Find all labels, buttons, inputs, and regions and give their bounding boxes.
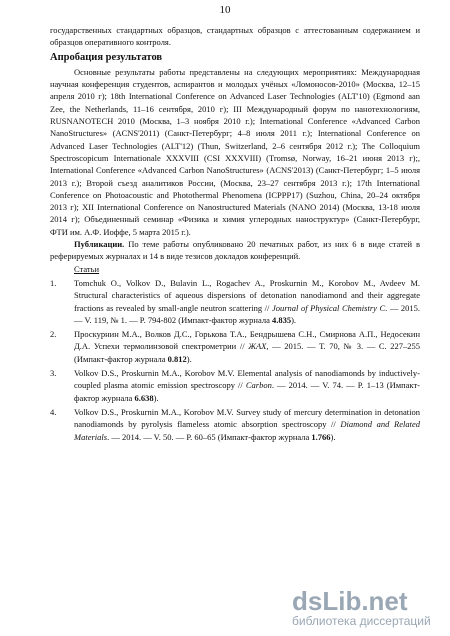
list-item-citation: [74, 406, 420, 443]
list-item-citation: [74, 328, 420, 365]
citation-authors: Volkov D.S., Proskurnin M.A., Korobov M.V. Elemental analysis of nanodiamonds by inductively-coupled plasma atomic emission spectroscopy //: [74, 368, 420, 391]
citation-journal: Diamond and Related Materials: [74, 419, 420, 442]
list-item: [50, 406, 420, 443]
citation-end: ).: [153, 392, 159, 403]
list-item-number: 3.: [50, 368, 57, 379]
list-item-number: 2.: [50, 329, 57, 340]
citation-authors: Проскурнин М.А., Волков Д.С., Горькова Т.А., Бендрышева С.Н., Смирнова А.П., Недосекин Д.А. Успехи термолинзовой спектрометрии //: [74, 329, 420, 352]
citation-journal: Journal of Physical Chemistry C: [271, 302, 386, 313]
articles-list: [50, 277, 420, 443]
citation-authors: Volkov D.S., Proskurnin M.A., Korobov M.V. Survey study of mercury determination in detonation nanodiamonds by pyrolysis flameless atomic absorption spectroscopy //: [74, 406, 420, 430]
citation-authors: Tomchuk O., Volkov D., Bulavin L., Rogachev A., Proskurnin M., Korobov M., Avdeev M. Structural characteristics of aqueous dispersions of detonation nanodiamond and their aggregate fractions as revealed by small-angle neutron scattering //: [74, 277, 420, 313]
citation-details: . — 2014. — V. 74. — P. 1–13 (Импакт-фактор журнала: [74, 380, 420, 403]
citation-end: ).: [291, 314, 297, 325]
list-item-number: 4.: [50, 406, 57, 417]
list-item: [50, 328, 420, 365]
approbation-paragraph: Основные результаты работы представлены на следующих мероприятиях: Международная научная конференция студентов, аспирантов и молодых учёных «Ломоносов-2010» (Москва, 12–15 апреля 2010 г); 18th International Conference on Advanced Laser Technologies (ALT'10) (Egmond aan Zee, the Netherlands, 11–16 сентября, 2010 г); III Международный форум по нанотехнологиям, RUSNANOTECH 2010 (Москва, 1–3 ноября 2010 г.); International Conference «Advanced Carbon NanoStructures» (ACNS'2011) (Санкт-Петербург; 4–8 июля 2011 г.); International Conference on Advanced Laser Technologies (ALT'12) (Thun, Switzerland, 2–6 сентября 2012 г.); The Colloquium Spectroscopicum Internationale XXXVIII (CSI XXXVIII) (Tromsø, Norway, 16–21 июня 2013 г);, International Conference «Advanced Carbon NanoStructures» (ACNS'2013) (Санкт-Петербург; 1–5 июля 2013 г.); Второй съезд аналитиков России, (Москва, 23–27 сентября 2013 г.); 17th International Conference on Photoacoustic and Photothermal Phenomena (ICPPP17) (Suzhou, China, 20–24 октября 2013 г); XII International Conference on Nanostructured Materials (NANO 2014) (Москва, 13-18 июля 2014 г); Объединенный семинар «Физика и химия углеродных наноструктур» (Санкт-Петербург, ФТИ им. А.Ф. Иоффе, 5 марта 2015 г.).: [50, 66, 420, 237]
list-item-number: 1.: [50, 277, 57, 288]
list-item: [50, 367, 420, 404]
citation-impact: 6.638: [134, 392, 154, 403]
list-item-citation: [74, 367, 420, 404]
dslib-watermark: [292, 588, 442, 628]
list-item: [50, 277, 420, 326]
intro-continuation: государственных стандартных образцов, стандартных образцов с аттестованным содержанием и образцов оперативного контроля.: [50, 25, 420, 48]
publications-label: Публикации.: [74, 239, 125, 250]
publications-text: По теме работы опубликовано 20 печатных работ, из них 6 в виде статей в реферируемых журналах и 14 в виде тезисов докладов конференций.: [50, 239, 420, 262]
citation-journal: ЖАХ: [248, 341, 267, 352]
citation-impact: 4.835: [271, 314, 292, 325]
citation-end: ).: [186, 353, 192, 364]
citation-end: ).: [330, 431, 336, 442]
publications-paragraph: [50, 238, 420, 263]
citation-journal: Carbon: [245, 380, 272, 391]
watermark-logo-text: dsLib.net: [292, 586, 408, 616]
citation-details: . — 2015. — V. 119, № 1. — P. 794-802 (Импакт-фактор журнала: [74, 302, 421, 325]
citation-details: . — 2014. — V. 50. — P. 60–65 (Импакт-фактор журнала: [107, 431, 312, 442]
section-title: Апробация результатов: [50, 51, 163, 63]
articles-heading-text: Статьи: [74, 263, 100, 274]
page-number: 10: [219, 4, 231, 16]
citation-impact: 0.812: [167, 353, 187, 364]
list-item-citation: [74, 277, 420, 326]
articles-heading: [50, 263, 420, 275]
citation-details: , — 2015. — Т. 70, № 3. — С. 227–255 (Импакт-фактор журнала: [74, 341, 420, 364]
citation-impact: 1.766: [311, 431, 331, 442]
document-body: [50, 24, 420, 445]
watermark-tagline: библиотека диссертаций: [292, 614, 431, 628]
